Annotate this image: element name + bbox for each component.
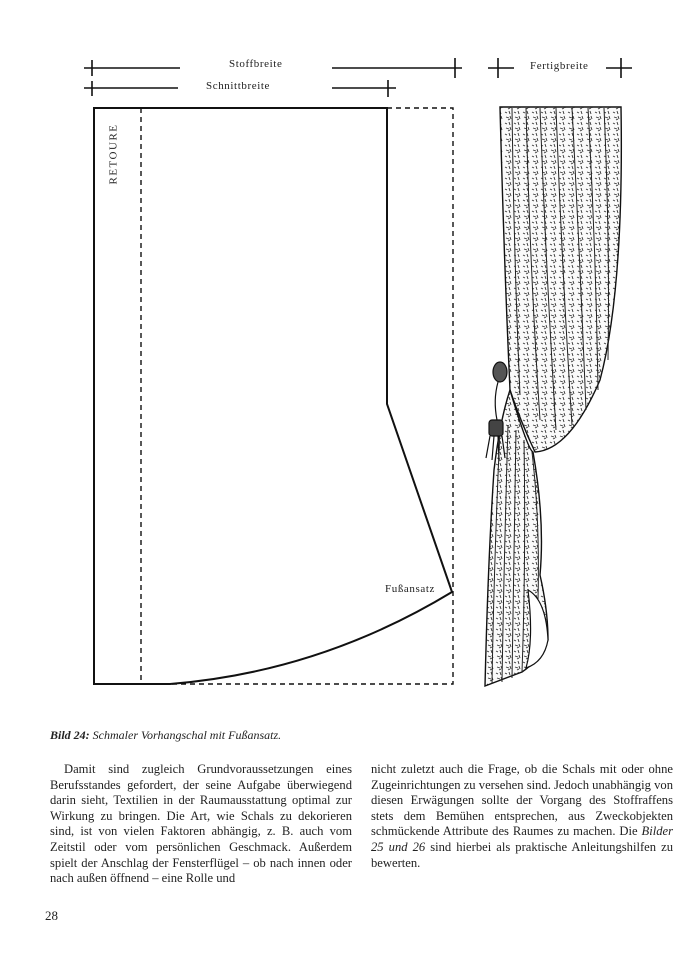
text-column-right [371, 762, 673, 871]
schnittbreite-label: Schnittbreite [206, 80, 271, 92]
fertigbreite-label: Fertigbreite [530, 60, 589, 72]
figure-reference: Bilder 25 und 26 [371, 824, 673, 854]
caption-text: Schmaler Vorhangschal mit Fußansatz. [89, 728, 282, 742]
caption-number: Bild 24: [50, 728, 90, 742]
paragraph-left: Damit sind zugleich Grundvoraussetzungen eines Berufsstandes gefordert, der seine Aufgabe überwiegend darin sieht, Textilien in der Raumausstattung optimal zur Wirkung zu bringen. Die Art, wie Schals zu dekorieren sind, ist von vielen Faktoren abhängig, z. B. auch vom Zeitstil oder vom persönlichen Geschmack. Außerdem spielt der Anschlag der Fensterflügel – ob nach innen oder nach außen öffnend – eine Rolle und [50, 762, 352, 886]
paragraph-right-text: nicht zuletzt auch die Frage, ob die Schals mit oder ohne Zugeinrichtungen zu versehen sind. Jedoch unabhängig von diesen Erwägungen sollte der Vorgang des Stoffraffens stets dem Bemühen entsprechen, aus Zweckobjekten schmückende Attribute des Raumes zu machen. Die [371, 762, 673, 839]
page-number: 28 [45, 908, 58, 923]
paragraph-right-end: sind hierbei als praktische Anleitungshilfen zu bewerten. [371, 839, 673, 870]
paragraph-right [371, 762, 673, 871]
curtain-illustration [485, 107, 621, 686]
text-column-left [50, 762, 352, 887]
fussansatz-label: Fußansatz [385, 583, 436, 595]
retoure-label: RETOURE [107, 123, 120, 185]
pattern-outline [94, 108, 452, 684]
fabric-width-dashed-outline [170, 108, 453, 684]
stoffbreite-label: Stoffbreite [229, 58, 283, 70]
figure-caption [50, 728, 281, 743]
